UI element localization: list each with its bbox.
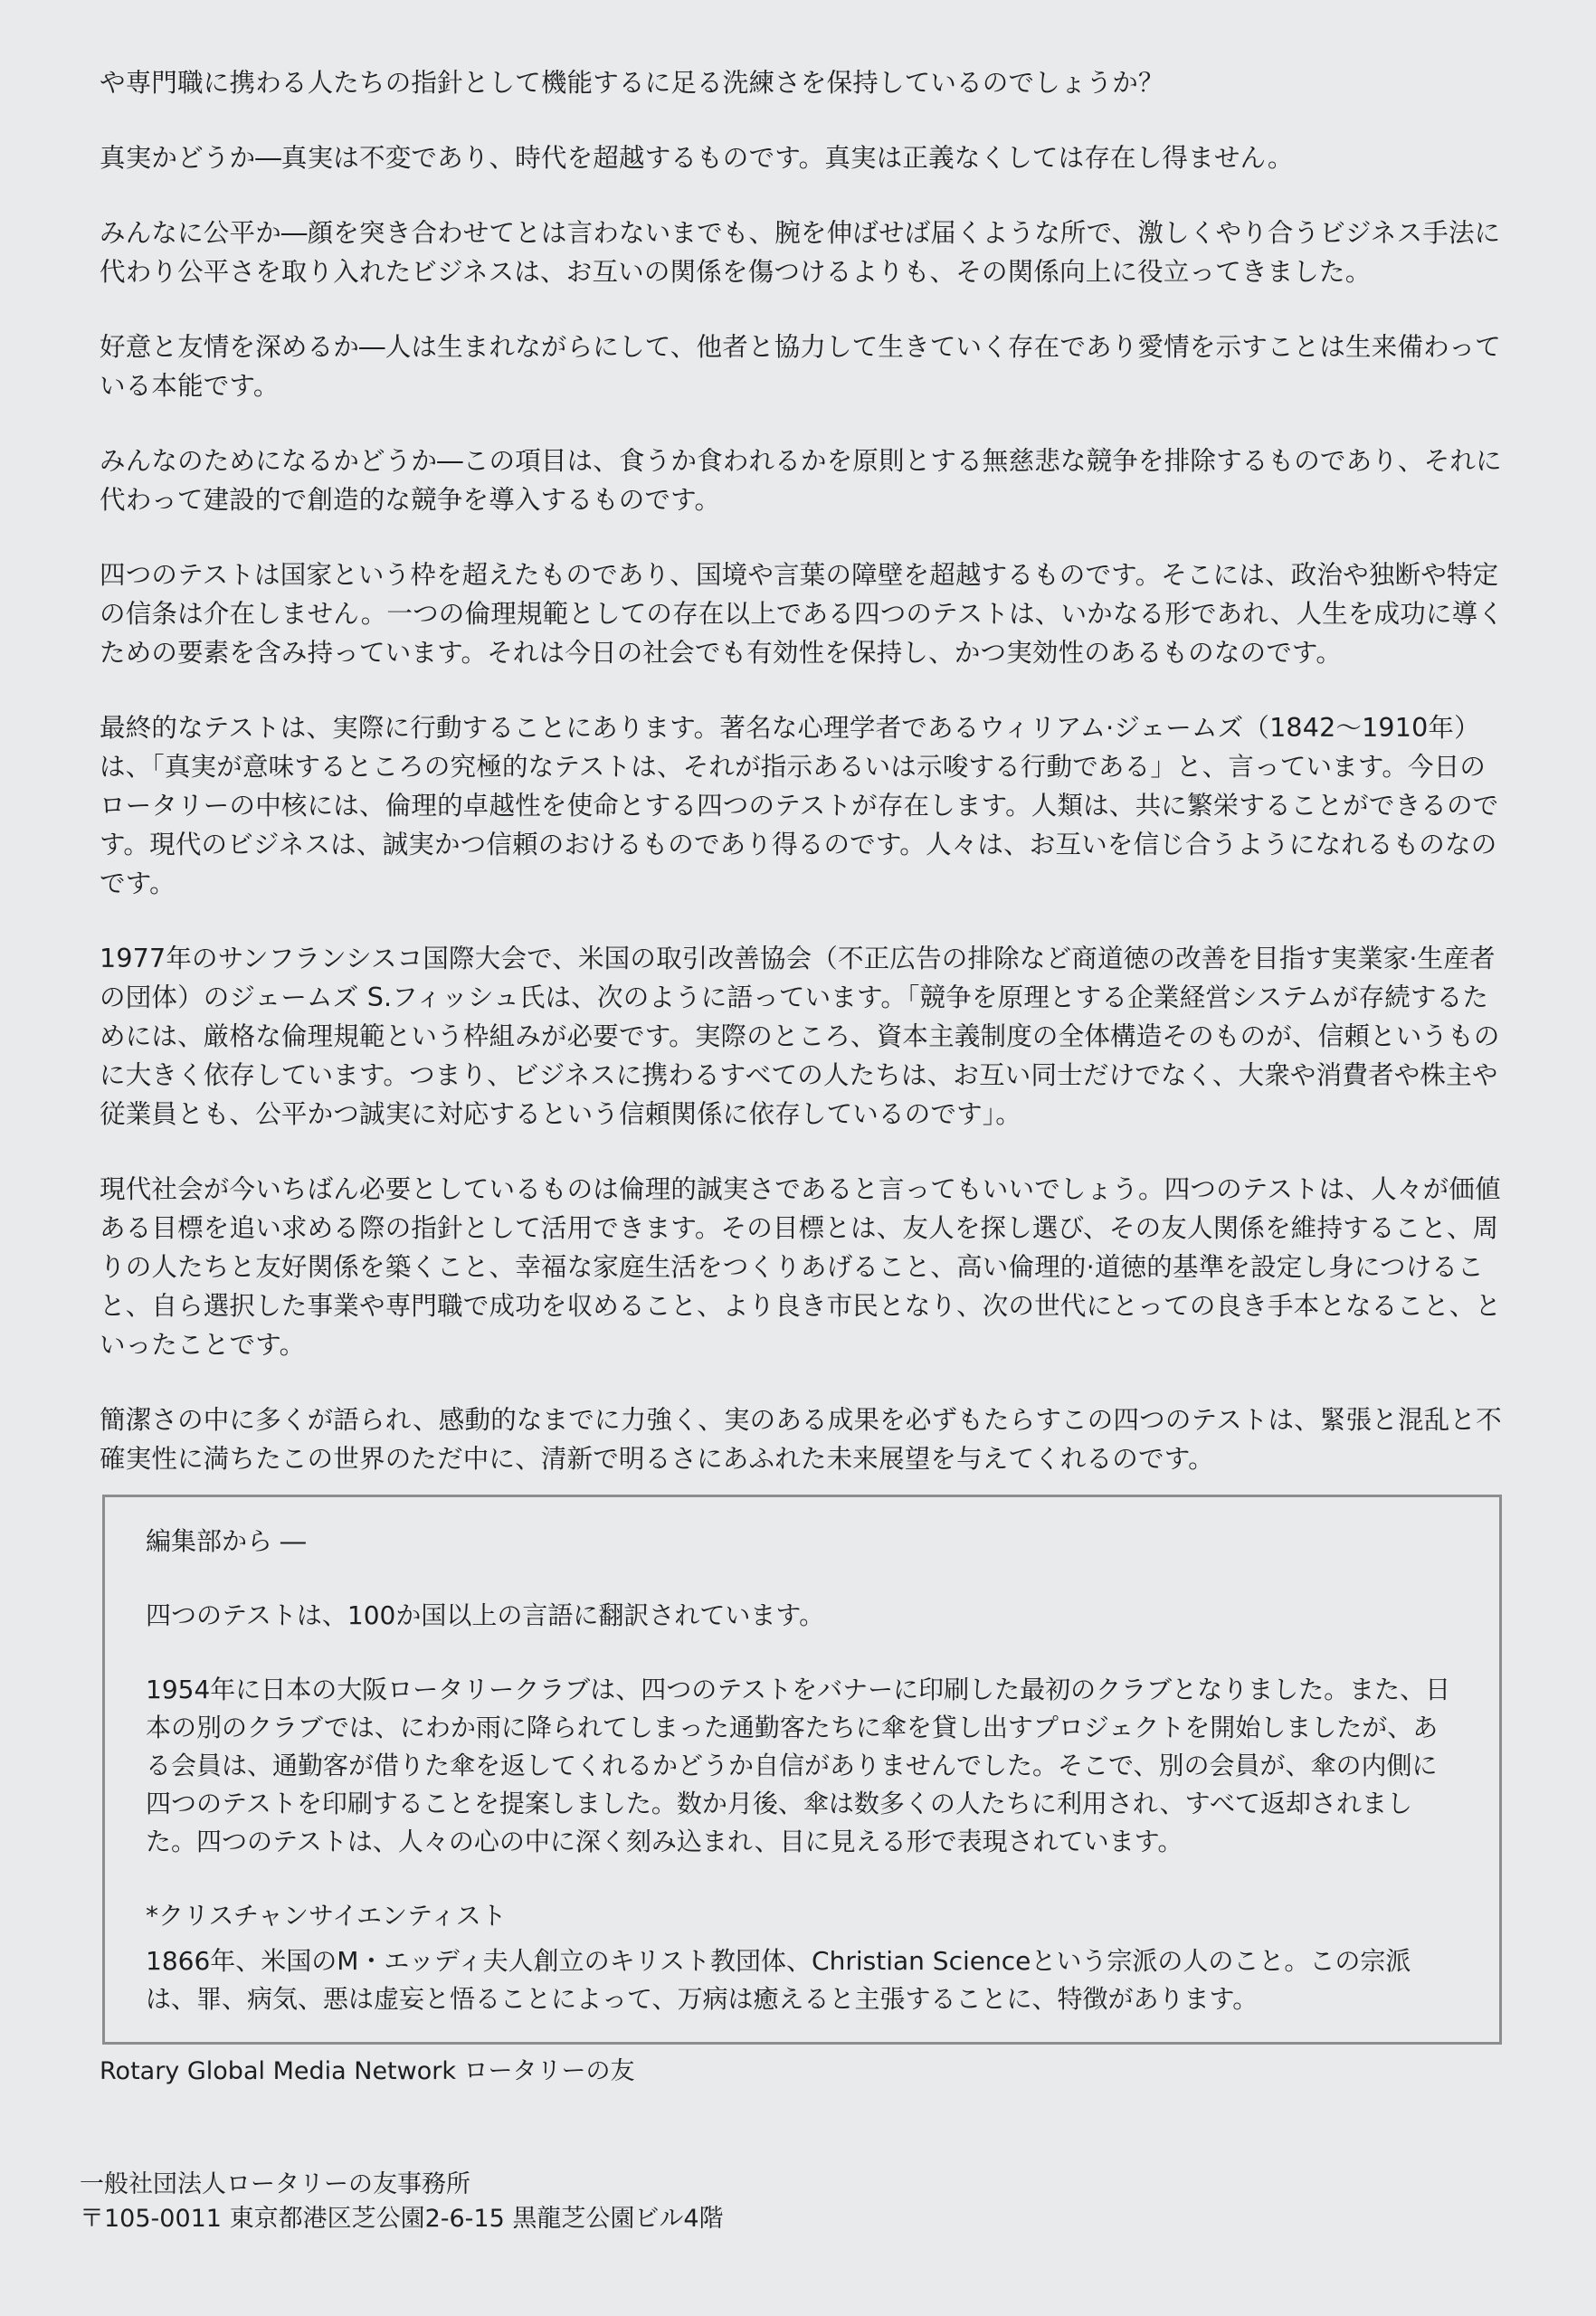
editor-note-paragraph-1: 四つのテストは、100か国以上の言語に翻訳されています。 — [146, 1600, 825, 1630]
body-paragraph-goodwill: 好意と友情を深めるか―人は生まれながらにして、他者と協力して生きていく存在であり愛情を示すことは生来備わっている本能です。 — [100, 332, 1501, 401]
article-body — [100, 63, 1506, 1514]
footnote-heading: *クリスチャンサイエンティスト — [146, 1901, 507, 1931]
body-paragraph-international: 四つのテストは国家という枠を超えたものであり、国境や言葉の障壁を超越するものです。そこには、政治や独断や特定の信条は介在しません。一つの倫理規範としての存在以上である四つのテストは、いかなる形であれ、人生を成功に導くための要素を含み持っています。それは今日の社会でも有効性を保持し、かつ実効性のあるものなのです。 — [100, 560, 1505, 668]
editor-note-paragraph-2: 1954年に日本の大阪ロータリークラブは、四つのテストをバナーに印刷した最初のクラブとなりました。また、日本の別のクラブでは、にわか雨に降られてしまった通勤客たちに傘を貸し出すプロジェクトを開始しましたが、ある会員は、通勤客が借りた傘を返してくれるかどうか自信がありませんでした。そこで、別の会員が、傘の内側に四つのテストを印刷することを提案しました。数か月後、傘は数多くの人たちに利用され、すべて返却されました。四つのテストは、人々の心の中に深く刻み込まれ、目に見える形で表現されています。 — [146, 1675, 1451, 1856]
editor-note-heading: 編集部から ― — [146, 1526, 306, 1556]
body-paragraph-1: や専門職に携わる人たちの指針として機能するに足る洗練さを保持しているのでしょうか？ — [100, 68, 1164, 98]
footer-address: 〒105-0011 東京都港区芝公園2-6-15 黒龍芝公園ビル4階 — [80, 2205, 724, 2233]
body-paragraph-modern-society: 現代社会が今いちばん必要としているものは倫理的誠実さであると言ってもいいでしょう。四つのテストは、人々が価値ある目標を追い求める際の指針として活用できます。その目標とは、友人を探し選び、その友人関係を維持すること、周りの人たちと友好関係を築くこと、幸福な家庭生活をつくりあげること、高い倫理的·道徳的基準を設定し身につけること、自ら選択した事業や専門職で成功を収めること、より良き市民となり、次の世代にとっての良き手本となること、といったことです。 — [100, 1174, 1502, 1360]
body-paragraph-truth: 真実かどうか―真実は不変であり、時代を超越するものです。真実は正義なくしては存在し得ません。 — [100, 143, 1294, 173]
body-paragraph-1977-convention: 1977年のサンフランシスコ国際大会で、米国の取引改善協会（不正広告の排除など商道徳の改善を目指す実業家·生産者の団体）のジェームズ S.フィッシュ氏は、次のように語っています。「競争を原理とする企業経営システムが存続するためには、厳格な倫理規範という枠組みが必要です。実際のところ、資本主義制度の全体構造そのものが、信頼というものに大きく依存しています。つまり、ビジネスに携わるすべての人たちは、お互い同士だけでなく、大衆や消費者や株主や従業員とも、公平かつ誠実に対応するという信頼関係に依存しているのです」。 — [100, 944, 1500, 1129]
body-paragraph-final-test: 最終的なテストは、実際に行動することにあります。著名な心理学者であるウィリアム·ジェームズ（1842～1910年）は、「真実が意味するところの究極的なテストは、それが指示あるいは示唆する行動である」と、言っています。今日のロータリーの中核には、倫理的卓越性を使命とする四つのテストが存在します。人類は、共に繁栄することができるのです。現代のビジネスは、誠実かつ信頼のおけるものであり得るのです。人々は、お互いを信じ合うようになれるものなのです。 — [100, 713, 1499, 898]
editor-note-box — [102, 1495, 1502, 2045]
footnote-body: 1866年、米国のM・エッディ夫人創立のキリスト教団体、Christian Scienceという宗派の人のこと。この宗派は、罪、病気、悪は虚妄と悟ることによって、万病は癒えると主張することに、特徴があります。 — [146, 1946, 1411, 2014]
body-paragraph-conclusion: 簡潔さの中に多くが語られ、感動的なまでに力強く、実のある成果を必ずもたらすこの四つのテストは、緊張と混乱と不確実性に満ちたこの世界のただ中に、清新で明るさにあふれた未来展望を与えてくれるのです。 — [100, 1405, 1502, 1474]
source-credit: Rotary Global Media Network ロータリーの友 — [100, 2057, 635, 2085]
footer-address-block — [80, 2168, 724, 2236]
footer-organization: 一般社団法人ロータリーの友事務所 — [80, 2170, 470, 2198]
body-paragraph-beneficial: みんなのためになるかどうか―この項目は、食うか食われるかを原則とする無慈悲な競争を排除するものであり、それに代わって建設的で創造的な競争を導入するものです。 — [100, 446, 1502, 515]
body-paragraph-fairness: みんなに公平か―顔を突き合わせてとは言わないまでも、腕を伸ばせば届くような所で、激しくやり合うビジネス手法に代わり公平さを取り入れたビジネスは、お互いの関係を傷つけるよりも、その関係向上に役立ってきました。 — [100, 218, 1501, 287]
